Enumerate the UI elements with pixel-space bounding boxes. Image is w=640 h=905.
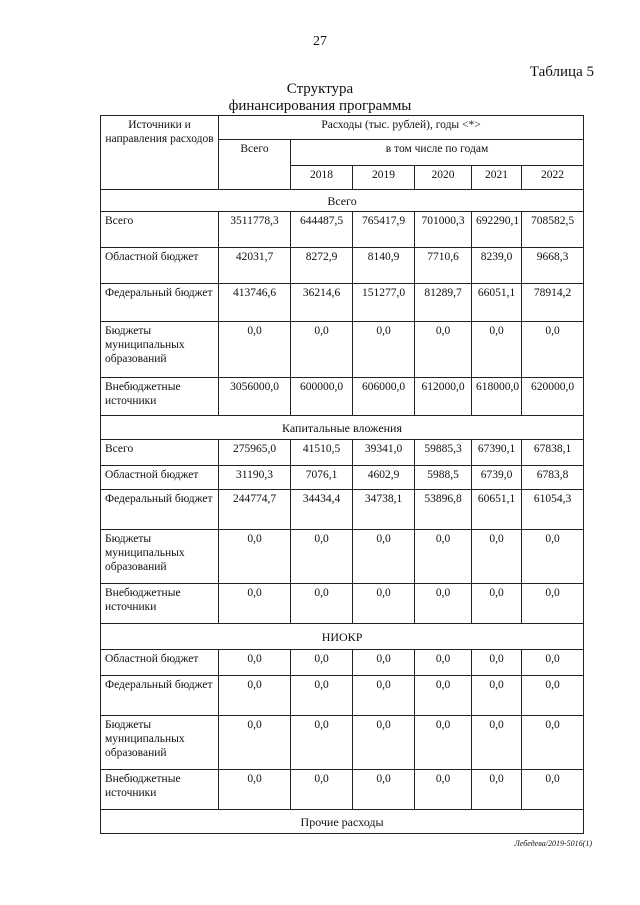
table-row — [101, 530, 584, 584]
row-value: 0,0 — [522, 530, 584, 584]
row-value: 6783,8 — [522, 466, 584, 490]
row-value: 0,0 — [291, 770, 353, 810]
row-value: 0,0 — [291, 322, 353, 378]
row-value: 0,0 — [353, 584, 415, 624]
row-value: 0,0 — [353, 650, 415, 676]
row-value: 0,0 — [472, 322, 522, 378]
row-value: 0,0 — [291, 650, 353, 676]
row-value: 0,0 — [472, 716, 522, 770]
row-value: 275965,0 — [219, 440, 291, 466]
row-value: 0,0 — [472, 530, 522, 584]
table-row — [101, 716, 584, 770]
row-value: 0,0 — [219, 716, 291, 770]
row-value: 34434,4 — [291, 490, 353, 530]
row-label: Федеральный бюджет — [101, 676, 219, 716]
row-value: 612000,0 — [415, 378, 472, 416]
row-value: 0,0 — [353, 716, 415, 770]
row-value: 34738,1 — [353, 490, 415, 530]
table-row — [101, 212, 584, 248]
row-value: 0,0 — [472, 584, 522, 624]
row-value: 413746,6 — [219, 284, 291, 322]
table-row — [101, 284, 584, 322]
row-value: 0,0 — [291, 716, 353, 770]
row-label: Областной бюджет — [101, 650, 219, 676]
table-label: Таблица 5 — [529, 64, 594, 80]
row-value: 31190,3 — [219, 466, 291, 490]
row-value: 0,0 — [291, 530, 353, 584]
row-label: Всего — [101, 440, 219, 466]
row-value: 0,0 — [219, 584, 291, 624]
row-value: 244774,7 — [219, 490, 291, 530]
row-value: 708582,5 — [522, 212, 584, 248]
section-row — [101, 624, 584, 650]
row-value: 41510,5 — [291, 440, 353, 466]
section-title: Капитальные вложения — [101, 416, 584, 440]
row-value: 7710,6 — [415, 248, 472, 284]
page-number: 27 — [313, 34, 327, 49]
row-value: 39341,0 — [353, 440, 415, 466]
row-label: Всего — [101, 212, 219, 248]
row-value: 7076,1 — [291, 466, 353, 490]
header-year-2021: 2021 — [472, 166, 522, 190]
header-sources: Источники и направления расходов — [101, 116, 219, 190]
row-value: 0,0 — [353, 770, 415, 810]
table-row — [101, 650, 584, 676]
row-value: 8140,9 — [353, 248, 415, 284]
table-row — [101, 490, 584, 530]
row-value: 0,0 — [415, 676, 472, 716]
row-value: 0,0 — [353, 530, 415, 584]
row-value: 0,0 — [522, 322, 584, 378]
row-value: 0,0 — [219, 530, 291, 584]
section-row — [101, 416, 584, 440]
row-label: Внебюджетные источники — [101, 770, 219, 810]
row-label: Областной бюджет — [101, 466, 219, 490]
row-value: 9668,3 — [522, 248, 584, 284]
table-row — [101, 466, 584, 490]
row-value: 59885,3 — [415, 440, 472, 466]
header-year-2020: 2020 — [415, 166, 472, 190]
row-value: 0,0 — [522, 770, 584, 810]
row-value: 618000,0 — [472, 378, 522, 416]
row-value: 0,0 — [415, 770, 472, 810]
section-title: Всего — [101, 190, 584, 212]
row-value: 0,0 — [415, 530, 472, 584]
table-row — [101, 248, 584, 284]
row-value: 0,0 — [219, 770, 291, 810]
row-value: 3056000,0 — [219, 378, 291, 416]
table-body — [101, 116, 584, 834]
row-value: 81289,7 — [415, 284, 472, 322]
section-title: НИОКР — [101, 624, 584, 650]
row-value: 6739,0 — [472, 466, 522, 490]
row-label: Бюджеты муниципальных образований — [101, 322, 219, 378]
row-value: 0,0 — [522, 676, 584, 716]
row-value: 42031,7 — [219, 248, 291, 284]
table-row — [101, 676, 584, 716]
header-row-1 — [101, 116, 584, 140]
header-year-2022: 2022 — [522, 166, 584, 190]
row-value: 0,0 — [415, 650, 472, 676]
row-value: 67390,1 — [472, 440, 522, 466]
row-label: Внебюджетные источники — [101, 584, 219, 624]
row-value: 765417,9 — [353, 212, 415, 248]
row-value: 0,0 — [472, 770, 522, 810]
table-row — [101, 322, 584, 378]
row-label: Внебюджетные источники — [101, 378, 219, 416]
table-row — [101, 440, 584, 466]
row-label: Бюджеты муниципальных образований — [101, 530, 219, 584]
row-value: 0,0 — [353, 322, 415, 378]
row-value: 0,0 — [219, 650, 291, 676]
table-row — [101, 770, 584, 810]
row-value: 0,0 — [472, 676, 522, 716]
row-value: 0,0 — [472, 650, 522, 676]
row-label: Федеральный бюджет — [101, 490, 219, 530]
header-total: Всего — [219, 140, 291, 190]
row-value: 8272,9 — [291, 248, 353, 284]
header-expenses: Расходы (тыс. рублей), годы <*> — [219, 116, 584, 140]
row-value: 600000,0 — [291, 378, 353, 416]
table-row — [101, 378, 584, 416]
row-value: 8239,0 — [472, 248, 522, 284]
header-year-2019: 2019 — [353, 166, 415, 190]
row-value: 0,0 — [415, 584, 472, 624]
row-value: 36214,6 — [291, 284, 353, 322]
document-footer: Лебедева/2019-5016(1) — [514, 839, 592, 848]
section-title: Прочие расходы — [101, 810, 584, 834]
row-value: 3511778,3 — [219, 212, 291, 248]
row-value: 0,0 — [219, 676, 291, 716]
row-value: 620000,0 — [522, 378, 584, 416]
row-value: 606000,0 — [353, 378, 415, 416]
row-label: Областной бюджет — [101, 248, 219, 284]
section-row — [101, 190, 584, 212]
row-value: 692290,1 — [472, 212, 522, 248]
row-label: Бюджеты муниципальных образований — [101, 716, 219, 770]
row-value: 0,0 — [415, 322, 472, 378]
financing-table — [100, 115, 584, 834]
title-line-2: финансирования программы — [228, 98, 412, 114]
row-label: Федеральный бюджет — [101, 284, 219, 322]
row-value: 0,0 — [522, 716, 584, 770]
row-value: 5988,5 — [415, 466, 472, 490]
row-value: 66051,1 — [472, 284, 522, 322]
section-row — [101, 810, 584, 834]
row-value: 4602,9 — [353, 466, 415, 490]
table-title — [0, 81, 640, 115]
row-value: 78914,2 — [522, 284, 584, 322]
header-year-2018: 2018 — [291, 166, 353, 190]
row-value: 0,0 — [522, 584, 584, 624]
row-value: 67838,1 — [522, 440, 584, 466]
row-value: 0,0 — [291, 584, 353, 624]
row-value: 151277,0 — [353, 284, 415, 322]
row-value: 53896,8 — [415, 490, 472, 530]
row-value: 0,0 — [415, 716, 472, 770]
row-value: 60651,1 — [472, 490, 522, 530]
row-value: 0,0 — [291, 676, 353, 716]
header-by-years: в том числе по годам — [291, 140, 584, 166]
row-value: 61054,3 — [522, 490, 584, 530]
title-line-1: Структура — [286, 81, 354, 97]
row-value: 0,0 — [219, 322, 291, 378]
row-value: 701000,3 — [415, 212, 472, 248]
row-value: 644487,5 — [291, 212, 353, 248]
row-value: 0,0 — [522, 650, 584, 676]
table-row — [101, 584, 584, 624]
row-value: 0,0 — [353, 676, 415, 716]
